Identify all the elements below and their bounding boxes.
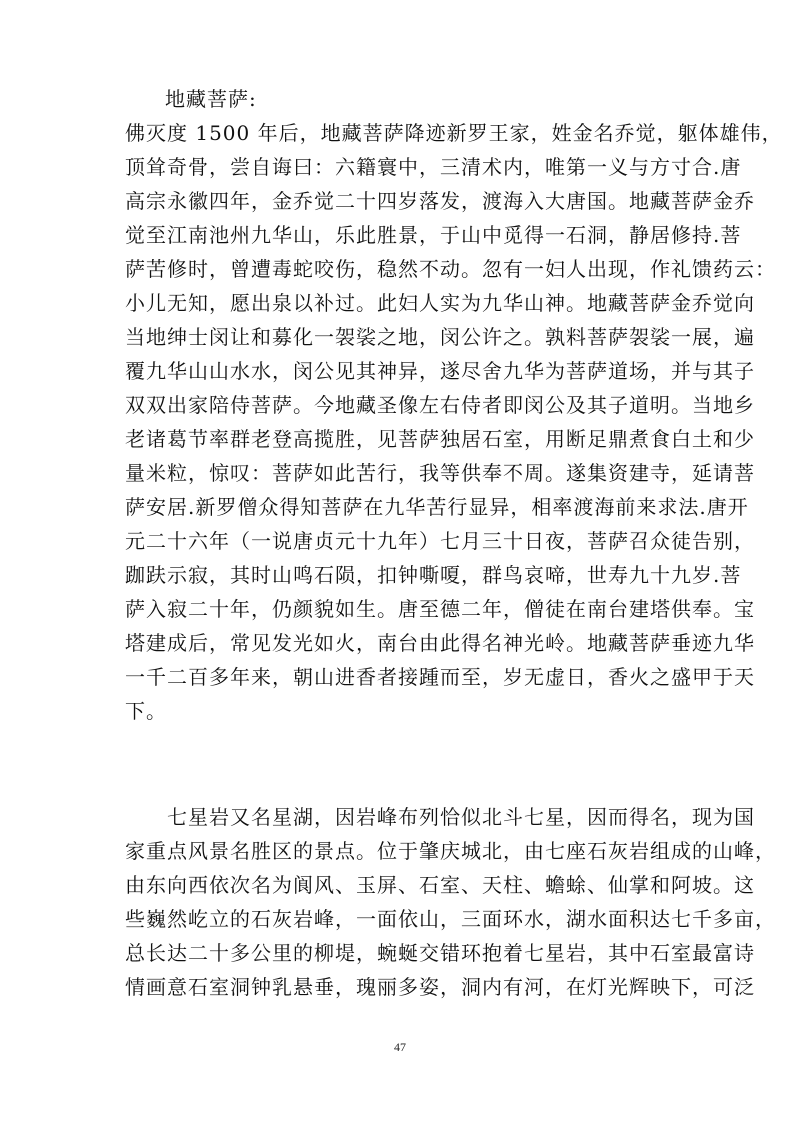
text-line: 覆九华山山水水，闵公见其神异，遂尽舍九华为菩萨道场，并与其子 <box>125 359 755 383</box>
section-heading: 地藏菩萨: <box>165 87 257 111</box>
text-line: 由东向西依次名为阆风、玉屏、石室、天柱、蟾蜍、仙掌和阿坡。这 <box>125 873 755 897</box>
text-line: 总长达二十多公里的柳堤，蜿蜒交错环抱着七星岩，其中石室最富诗 <box>125 941 755 965</box>
text-line: 元二十六年（一说唐贞元十九年）七月三十日夜，菩萨召众徒告别， <box>125 529 755 553</box>
text-line: 萨安居.新罗僧众得知菩萨在九华苦行显异，相率渡海前来求法.唐开 <box>125 495 749 519</box>
text-line: 七星岩又名星湖，因岩峰布列恰似北斗七星，因而得名，现为国 <box>125 805 755 829</box>
text-line: 情画意石室洞钟乳悬垂，瑰丽多姿，洞内有河，在灯光辉映下，可泛 <box>125 975 755 999</box>
text-line: 萨苦修时，曾遭毒蛇咬伤，稳然不动。忽有一妇人出现，作礼馈药云： <box>125 257 776 281</box>
text-line: 顶耸奇骨，尝自诲曰：六籍寰中，三清术内，唯第一义与方寸合.唐 <box>125 155 742 179</box>
text-line: 当地绅士闵让和募化一袈裟之地，闵公许之。孰料菩萨袈裟一展，遍 <box>125 325 755 349</box>
paragraph-qixingyan <box>125 800 776 1004</box>
text-line: 高宗永徽四年，金乔觉二十四岁落发，渡海入大唐国。地藏菩萨金乔 <box>125 189 755 213</box>
paragraph-dizang <box>125 116 783 728</box>
text-line: 佛灭度 1500 年后，地藏菩萨降迹新罗王家，姓金名乔觉，躯体雄伟， <box>125 121 783 145</box>
text-line: 双双出家陪侍菩萨。今地藏圣像左右侍者即闵公及其子道明。当地乡 <box>125 393 755 417</box>
text-line: 量米粒，惊叹：菩萨如此苦行，我等供奉不周。遂集资建寺，延请菩 <box>125 461 755 485</box>
text-line: 下。 <box>125 699 167 723</box>
text-line: 些巍然屹立的石灰岩峰，一面依山，三面环水，湖水面积达七千多亩， <box>125 907 776 931</box>
text-line: 家重点风景名胜区的景点。位于肇庆城北，由七座石灰岩组成的山峰， <box>125 839 776 863</box>
page-number: 47 <box>394 1040 406 1054</box>
text-line: 老诸葛节率群老登高揽胜，见菩萨独居石室，用断足鼎煮食白土和少 <box>125 427 755 451</box>
text-line: 觉至江南池州九华山，乐此胜景，于山中觅得一石洞，静居修持.菩 <box>125 223 742 247</box>
text-line: 小儿无知，愿出泉以补过。此妇人实为九华山神。地藏菩萨金乔觉向 <box>125 291 755 315</box>
text-line: 萨入寂二十年，仍颜貌如生。唐至德二年，僧徒在南台建塔供奉。宝 <box>125 597 755 621</box>
text-line: 跏趺示寂，其时山鸣石陨，扣钟嘶嗄，群鸟哀啼，世寿九十九岁.菩 <box>125 563 742 587</box>
text-line: 塔建成后，常见发光如火，南台由此得名神光岭。地藏菩萨垂迹九华 <box>125 631 755 655</box>
text-line: 一千二百多年来，朝山进香者接踵而至，岁无虚日，香火之盛甲于天 <box>125 665 755 689</box>
